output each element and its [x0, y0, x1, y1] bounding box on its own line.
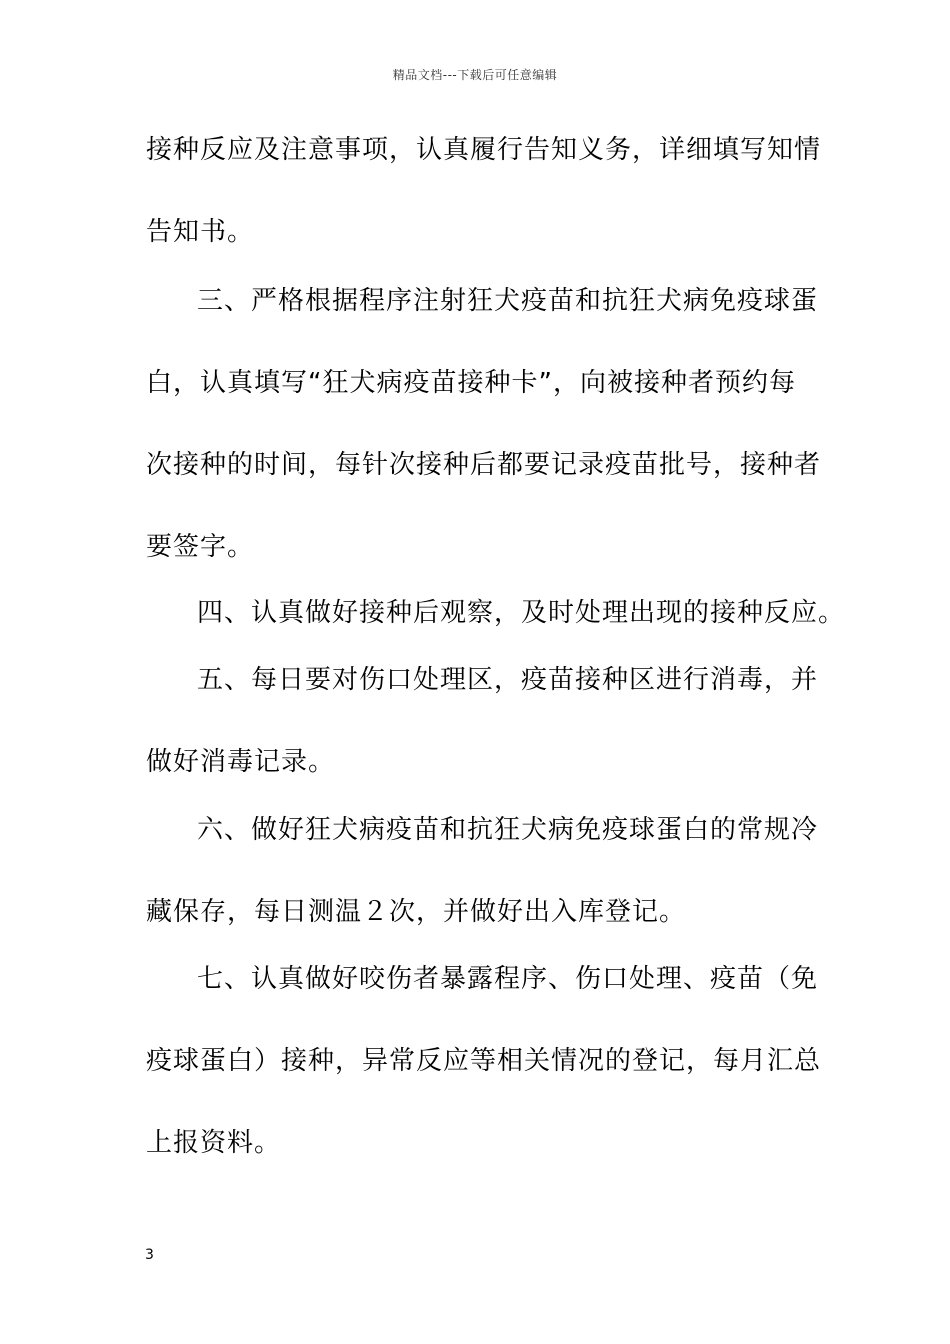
paragraph-line: 三、严格根据程序注射狂犬疫苗和抗狂犬病免疫球蛋: [197, 286, 819, 316]
body-line: 次接种的时间，每针次接种后都要记录疫苗批号，接种者: [146, 450, 822, 480]
body-line: 白，认真填写“狂犬病疫苗接种卡”，向被接种者预约每: [146, 368, 796, 398]
body-line: 要签字。: [146, 532, 255, 562]
body-line: 告知书。: [146, 217, 255, 247]
body-line: 藏保存，每日测温２次，并做好出入库登记。: [146, 897, 687, 927]
page-header: 精品文档---下载后可任意编辑: [392, 68, 558, 82]
page-number: 3: [145, 1247, 154, 1263]
body-line: 疫球蛋白）接种，异常反应等相关情况的登记，每月汇总: [146, 1046, 822, 1076]
paragraph-line: 六、做好狂犬病疫苗和抗狂犬病免疫球蛋白的常规冷: [197, 815, 819, 845]
body-line: 接种反应及注意事项，认真履行告知义务，详细填写知情: [146, 135, 822, 165]
body-line: 上报资料。: [146, 1128, 282, 1158]
body-line: 做好消毒记录。: [146, 747, 336, 777]
paragraph-line: 五、每日要对伤口处理区，疫苗接种区进行消毒，并: [197, 665, 819, 695]
paragraph-line: 四、认真做好接种后观察，及时处理出现的接种反应。: [197, 598, 846, 628]
paragraph-line: 七、认真做好咬伤者暴露程序、伤口处理、疫苗（免: [197, 964, 819, 994]
